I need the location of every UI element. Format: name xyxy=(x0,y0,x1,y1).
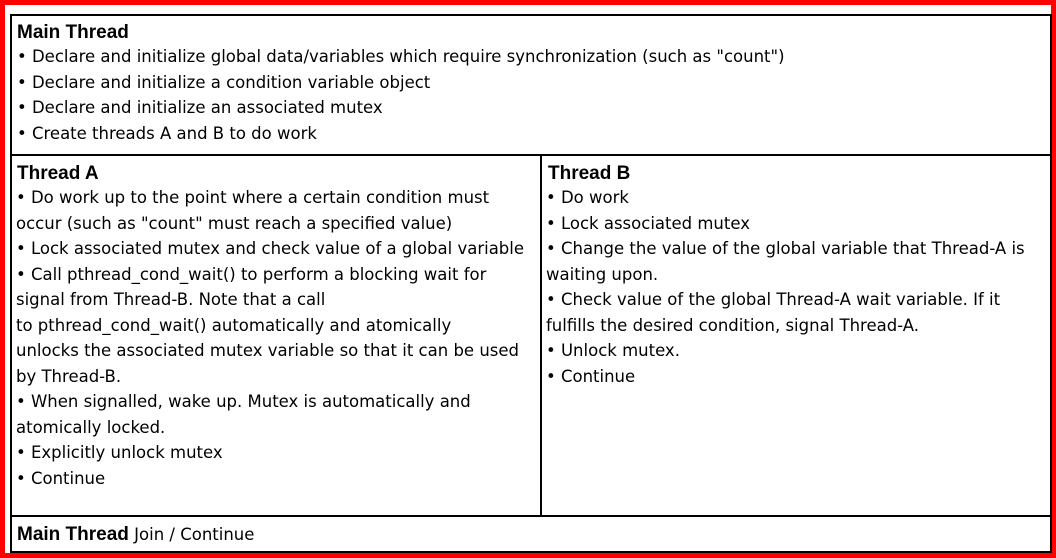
thread-a-line: occur (such as "count" must reach a specified value) xyxy=(16,213,453,233)
thread-a-line: to pthread_cond_wait() automatically and atomically xyxy=(16,315,452,335)
thread-b-line: • Lock associated mutex xyxy=(546,213,750,233)
footer-row xyxy=(17,524,254,546)
main-thread-box xyxy=(10,14,1052,156)
thread-b-box xyxy=(540,154,1052,517)
thread-a-line: • Lock associated mutex and check value of a global variable xyxy=(16,239,525,258)
footer-text: Join / Continue xyxy=(128,525,255,544)
thread-a-line: • Do work up to the point where a certain condition must xyxy=(16,188,490,207)
thread-a-line: unlocks the associated mutex variable so that it can be used xyxy=(16,341,519,360)
thread-b-line: fulfills the desired condition, signal Thread-A. xyxy=(546,315,920,335)
thread-a-line: • Call pthread_cond_wait() to perform a blocking wait for xyxy=(16,264,487,284)
thread-a-list xyxy=(16,185,524,491)
thread-b-line: • Unlock mutex. xyxy=(546,341,680,360)
footer-title: Main Thread xyxy=(17,524,129,545)
thread-a-line: • Explicitly unlock mutex xyxy=(16,443,223,462)
thread-b-title: Thread B xyxy=(548,163,631,184)
main-thread-list xyxy=(17,44,785,146)
thread-b-line: • Check value of the global Thread-A wait variable. If it xyxy=(546,290,1001,309)
main-thread-item: • Declare and initialize an associated mutex xyxy=(17,98,383,117)
thread-a-box xyxy=(10,154,548,517)
thread-a-line: by Thread-B. xyxy=(16,366,122,386)
thread-b-line: waiting upon. xyxy=(546,264,659,284)
main-thread-title: Main Thread xyxy=(17,22,129,43)
thread-a-line: • Continue xyxy=(16,468,106,488)
thread-a-line: atomically locked. xyxy=(16,417,166,437)
main-thread-footer-box xyxy=(10,515,1052,553)
main-thread-item: • Declare and initialize a condition variable object xyxy=(17,72,431,92)
thread-b-list xyxy=(546,185,1025,389)
main-thread-item: • Create threads A and B to do work xyxy=(17,123,317,143)
thread-a-title: Thread A xyxy=(17,163,99,184)
main-thread-item: • Declare and initialize global data/variables which require synchronization (such as "count") xyxy=(17,47,785,66)
thread-a-line: signal from Thread-B. Note that a call xyxy=(16,290,326,309)
thread-b-line: • Change the value of the global variable that Thread-A is xyxy=(546,239,1025,258)
thread-b-line: • Continue xyxy=(546,366,636,386)
thread-b-line: • Do work xyxy=(546,188,629,207)
thread-a-line: • When signalled, wake up. Mutex is automatically and xyxy=(16,392,471,411)
